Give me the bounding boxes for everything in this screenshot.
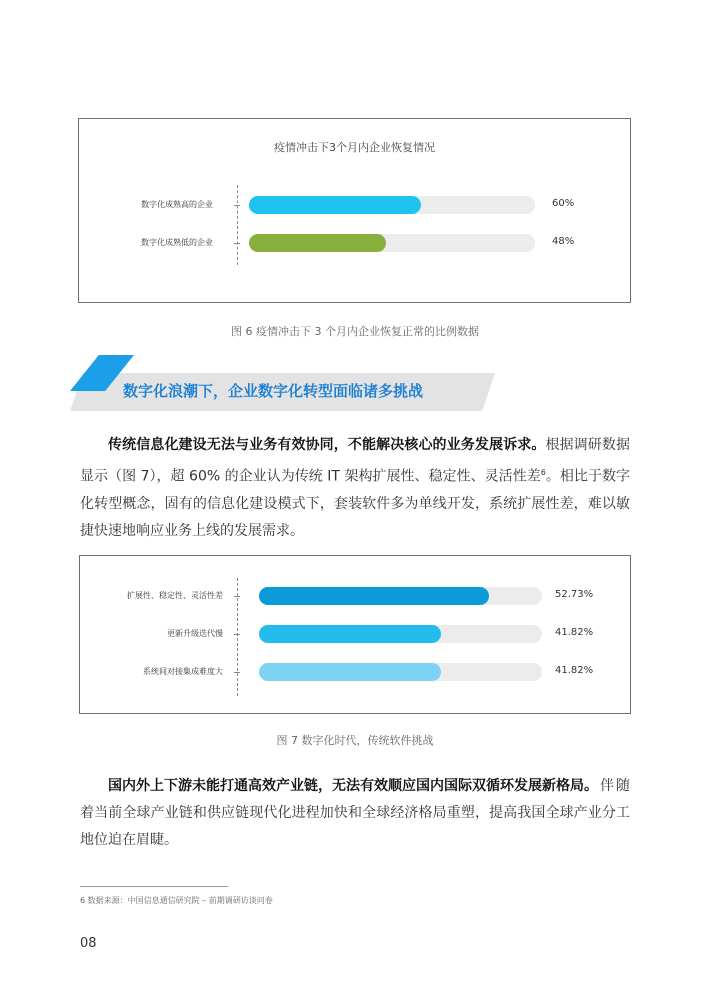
bar — [259, 663, 441, 681]
footnote-ref: 6 — [540, 468, 546, 477]
paragraph-lead: 传统信息化建设无法与业务有效协同，不能解决核心的业务发展诉求。 — [108, 437, 546, 453]
chart-axis — [237, 185, 238, 265]
paragraph-legacy-it — [80, 432, 630, 545]
value-label: 52.73% — [555, 589, 594, 600]
paragraph-body: 根据调研数据显示（图 7），超 60% 的企业认为传统 IT 架构扩展性、稳定性、灵活性差 — [80, 437, 631, 485]
category-label: 数字化成熟高的企业 — [141, 200, 213, 209]
value-label: 60% — [552, 198, 575, 209]
category-label: 扩展性、稳定性、灵活性差 — [127, 591, 223, 600]
paragraph-body-cont: 。相比于数字化转型概念，固有的信息化建设模式下，套装软件多为单线开发，系统扩展性差，难以敏捷快速地响应业务上线的发展需求。 — [80, 468, 630, 539]
bar — [249, 196, 421, 214]
axis-tick — [234, 205, 240, 206]
section-heading: 数字化浪潮下，企业数字化转型面临诸多挑战 — [123, 382, 424, 400]
page-number: 08 — [80, 936, 97, 951]
category-label: 更新升级迭代慢 — [167, 629, 223, 638]
axis-tick — [234, 596, 240, 597]
bar — [259, 625, 441, 643]
axis-tick — [234, 243, 240, 244]
paragraph-body: 伴随着当前全球产业链和供应链现代化进程加快和全球经济格局重塑，提高我国全球产业分工地位迫在眉睫。 — [80, 778, 630, 848]
figure-7-caption: 图 7 数字化时代，传统软件挑战 — [276, 734, 434, 747]
chart-software-challenges — [79, 555, 631, 714]
figure-6-caption: 图 6 疫情冲击下 3 个月内企业恢复正常的比例数据 — [231, 325, 479, 338]
value-label: 48% — [552, 236, 575, 247]
chart-recovery — [78, 118, 631, 303]
category-label: 系统间对接集成难度大 — [143, 667, 223, 676]
paragraph-lead: 国内外上下游未能打通高效产业链，无法有效顺应国内国际双循环发展新格局。 — [108, 778, 598, 794]
footnote-divider — [80, 886, 228, 887]
bar — [249, 234, 386, 252]
value-label: 41.82% — [555, 627, 594, 638]
chart-title: 疫情冲击下3个月内企业恢复情况 — [274, 141, 435, 154]
value-label: 41.82% — [555, 665, 594, 676]
category-label: 数字化成熟低的企业 — [141, 238, 213, 247]
paragraph-supply-chain — [80, 773, 630, 854]
axis-tick — [234, 634, 240, 635]
axis-tick — [234, 672, 240, 673]
bar — [259, 587, 489, 605]
footnote: 6 数据来源：中国信息通信研究院 – 前期调研访谈问卷 — [80, 896, 273, 905]
